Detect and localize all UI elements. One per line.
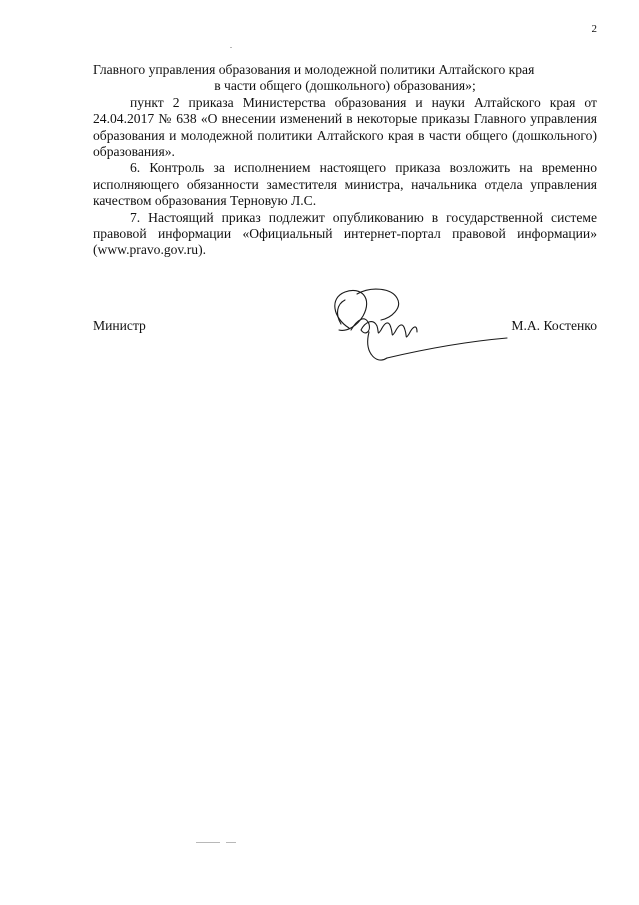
paragraph-2: в части общего (дошкольного) образования»; xyxy=(214,78,476,94)
signatory-title: Министр xyxy=(93,318,146,333)
scan-speck xyxy=(226,842,236,843)
paragraph-7: 7. Настоящий приказ подлежит опубликованию в государственной системе правовой информации «Официальный интернет-портал правовой информации» (www.pravo.gov.ru). xyxy=(93,209,597,258)
signature-block xyxy=(93,318,597,358)
signatory-name: М.А. Костенко xyxy=(511,318,597,333)
document-body xyxy=(93,62,597,259)
scan-speck xyxy=(196,842,220,843)
paragraph-6: 6. Контроль за исполнением настоящего приказа возложить на временно исполняющего обязанности заместителя министра, начальника отдела управления качеством образования Терновую Л.С. xyxy=(93,160,597,209)
scan-speck xyxy=(230,47,232,48)
page-number: 2 xyxy=(591,23,597,35)
handwritten-signature xyxy=(311,284,511,370)
paragraph-1: Главного управления образования и молодежной политики Алтайского края xyxy=(93,62,535,77)
paragraph-3: пункт 2 приказа Министерства образования и науки Алтайского края от 24.04.2017 № 638 «О внесении изменений в некоторые приказы Главного управления образования и молодежной политики Алтайского края в части общего (дошкольного) образования». xyxy=(93,94,597,160)
